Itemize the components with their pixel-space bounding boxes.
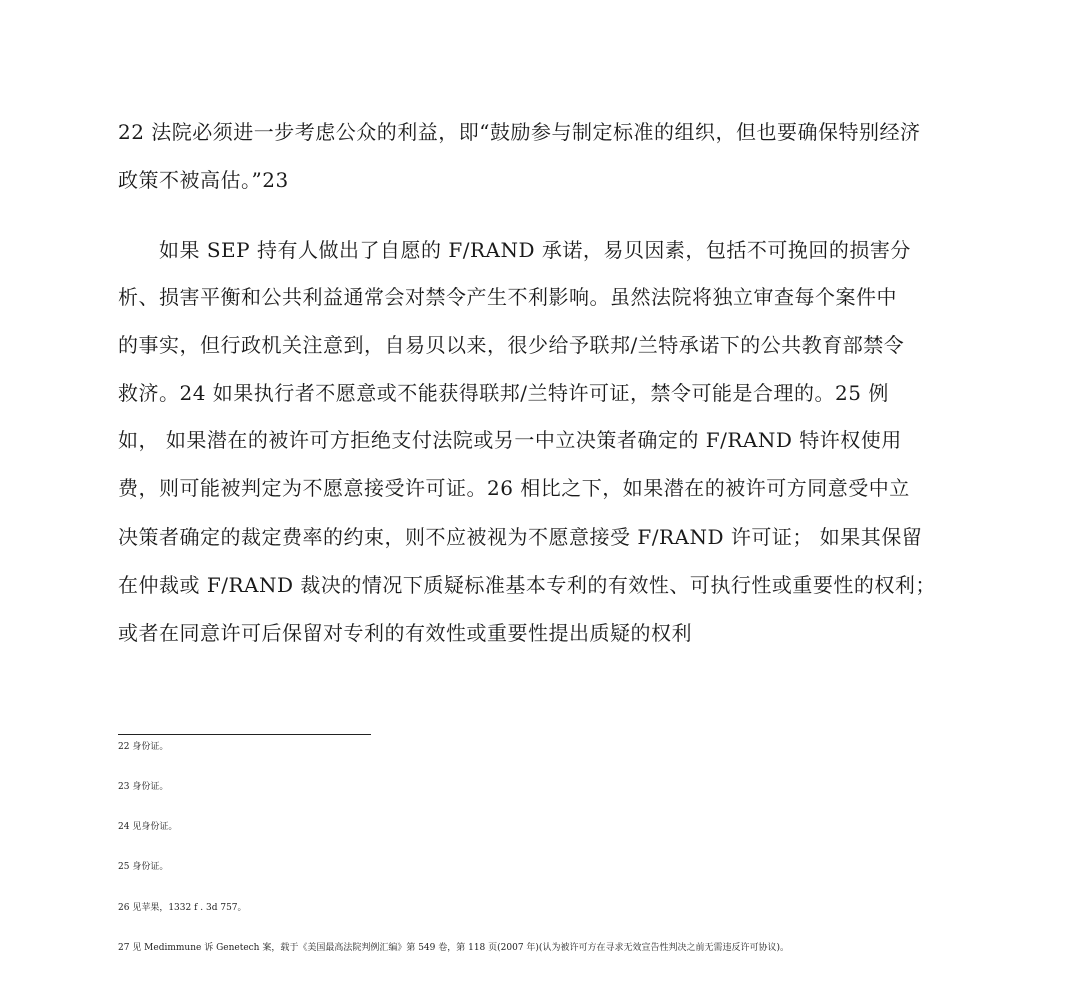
body-text-line: 政策不被高估。”23 xyxy=(118,168,289,192)
body-text-line: 如， 如果潜在的被许可方拒绝支付法院或另一中立决策者确定的 F/RAND 特许权使用 xyxy=(118,428,902,452)
footnote: 24 见身份证。 xyxy=(118,822,178,832)
body-text-line: 如果 SEP 持有人做出了自愿的 F/RAND 承诺，易贝因素，包括不可挽回的损害分 xyxy=(118,238,911,262)
body-text-line: 的事实，但行政机关注意到，自易贝以来，很少给予联邦/兰特承诺下的公共教育部禁令 xyxy=(118,333,905,357)
body-text-line: 决策者确定的裁定费率的约束，则不应被视为不愿意接受 F/RAND 许可证； 如果其保留 xyxy=(118,525,923,549)
body-text-line: 析、损害平衡和公共利益通常会对禁令产生不利影响。虽然法院将独立审查每个案件中 xyxy=(118,285,897,309)
body-text-line: 救济。24 如果执行者不愿意或不能获得联邦/兰特许可证，禁令可能是合理的。25 例 xyxy=(118,381,889,405)
footnote: 27 见 Medimmune 诉 Genetech 案，载于《美国最高法院判例汇编》第 549 卷，第 118 页(2007 年)(认为被许可方在寻求无效宣告性判决之前无需违反许可协议)。 xyxy=(118,943,789,953)
body-text-line: 在仲裁或 F/RAND 裁决的情况下质疑标准基本专利的有效性、可执行性或重要性的权利； xyxy=(118,573,936,597)
body-text-line: 费，则可能被判定为不愿意接受许可证。26 相比之下，如果潜在的被许可方同意受中立 xyxy=(118,476,910,500)
footnote: 22 身份证。 xyxy=(118,742,169,752)
footnote-separator xyxy=(118,734,371,735)
footnote: 26 见苹果，1332 f . 3d 757。 xyxy=(118,903,247,913)
footnote: 25 身份证。 xyxy=(118,862,169,872)
body-text-line: 或者在同意许可后保留对专利的有效性或重要性提出质疑的权利 xyxy=(118,621,692,645)
body-text-line: 22 法院必须进一步考虑公众的利益，即“鼓励参与制定标准的组织，但也要确保特别经济 xyxy=(118,120,921,144)
footnote: 23 身份证。 xyxy=(118,782,169,792)
